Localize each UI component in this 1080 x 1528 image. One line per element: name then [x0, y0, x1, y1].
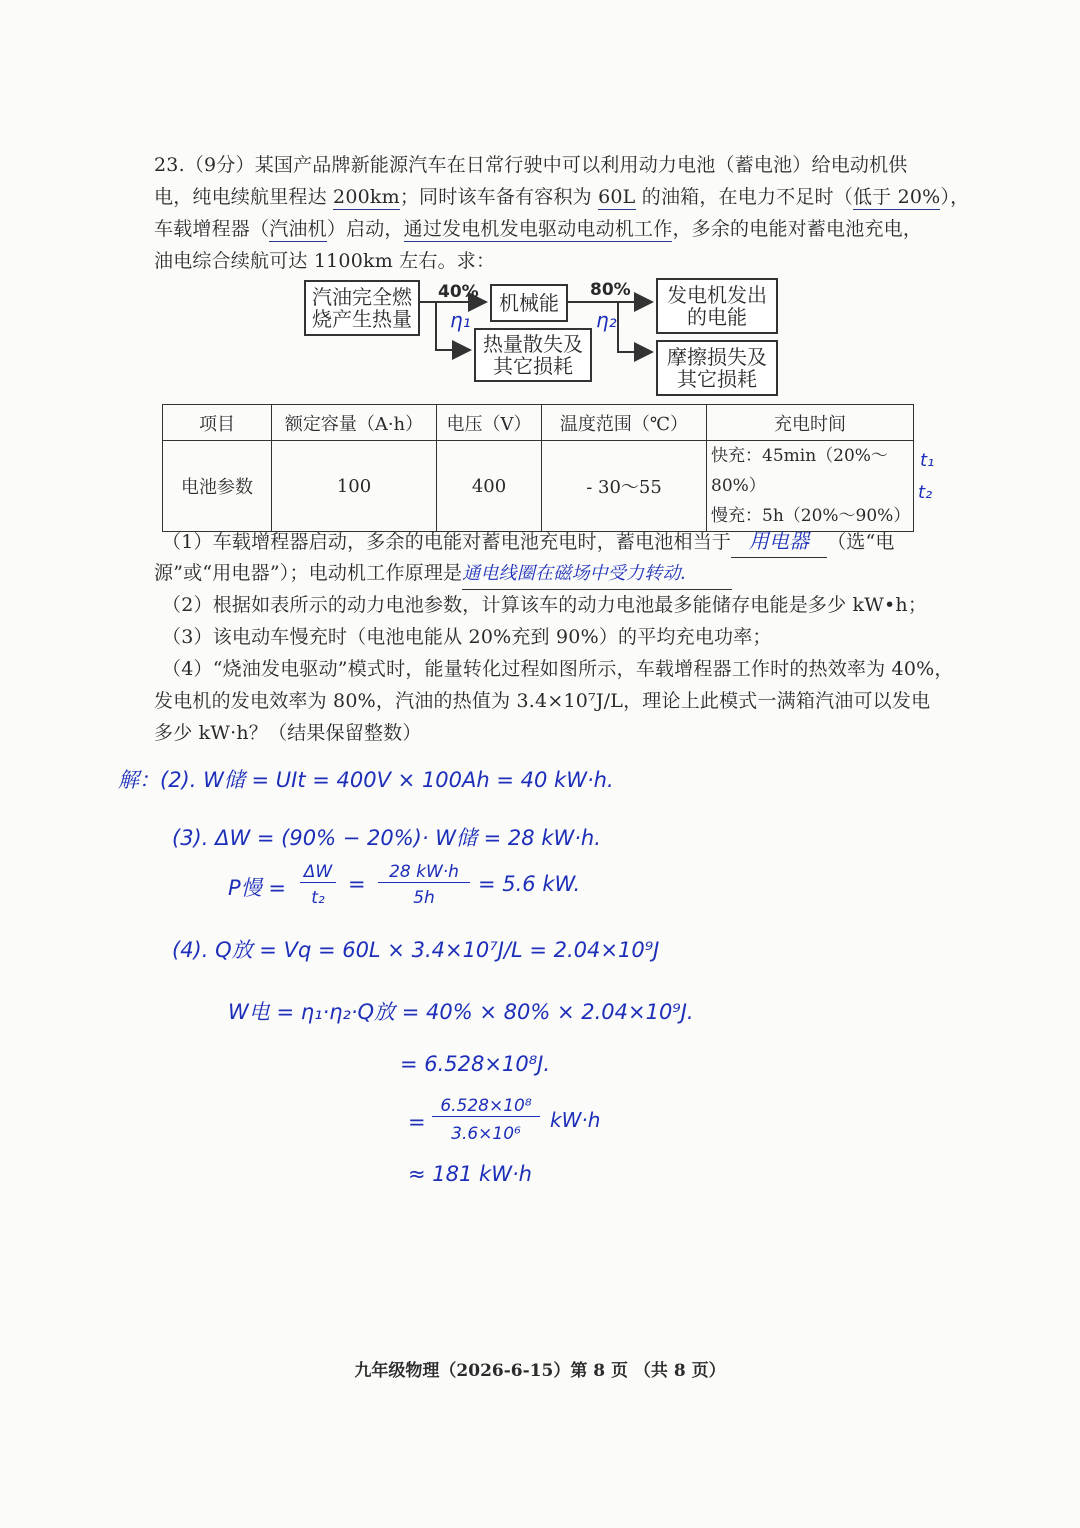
fast-charge: 快充：45min（20%～80%）: [711, 446, 888, 496]
fraction-2-numerator: 28 kW·h: [378, 862, 470, 883]
fraction-2-denominator: 5h: [413, 888, 435, 908]
question-line-4: 油电综合续航可达 1100km 左右。求：: [154, 250, 496, 272]
gasoline-heat-box: 汽油完全燃烧产生热量: [304, 280, 420, 336]
table-header-row: [163, 405, 914, 441]
underlined-range: 200km: [333, 186, 400, 208]
solution-line-3: (3). ΔW = (90% − 20%)· W储 = 28 kW·h.: [172, 826, 601, 850]
subquestion-4-cont1: 发电机的发电效率为 80%，汽油的热值为 3.4×10⁷J/L，理论上此模式一满箱汽油可以发电: [154, 690, 931, 712]
underlined-process: 通过发电机发电驱动电动机工作: [403, 218, 673, 240]
solution-power-lhs: P慢 =: [228, 876, 286, 900]
solution-line-4: (4). Q放 = Vq = 60L × 3.4×10⁷J/L = 2.04×10⁹J: [172, 938, 660, 962]
equals-sign: =: [348, 872, 366, 896]
subquestion-1: [162, 526, 895, 558]
subquestion-1-cont: [154, 558, 732, 590]
text: 电，纯电续航里程达: [154, 186, 334, 208]
subquestion-4: （4）“烧油发电驱动”模式时，能量转化过程如图所示，车载增程器工作时的热效率为 40%，: [162, 658, 954, 680]
solution-equals: =: [408, 1110, 426, 1134]
text: （选“电: [827, 531, 895, 553]
answer-blank-1: [731, 526, 827, 558]
text: ），: [940, 186, 970, 208]
page-footer: 九年级物理（2026-6-15）第 8 页 （共 8 页）: [354, 1361, 726, 1381]
eta1-handwritten: η₁: [450, 308, 471, 332]
answer-blank-2: [462, 558, 732, 590]
efficiency-80: 80%: [590, 280, 631, 300]
t2-handwritten: t₂: [918, 482, 933, 503]
fraction-3-denominator: 3.6×10⁶: [451, 1124, 521, 1144]
underlined-volume: 60L: [598, 186, 636, 208]
eta2-handwritten: η₂: [596, 308, 617, 332]
voltage-value: 400: [437, 441, 542, 532]
header-voltage: 电压（V）: [437, 405, 542, 441]
header-charge-time: 充电时间: [707, 405, 914, 441]
temperature-value: - 30～55: [542, 441, 707, 532]
friction-loss-box: 摩擦损失及其它损耗: [656, 340, 778, 396]
fraction-3-numerator: 6.528×10⁸: [432, 1096, 540, 1117]
subquestion-2: （2）根据如表所示的动力电池参数，计算该车的动力电池最多能储存电能是多少 kW•h；: [162, 594, 928, 616]
text: ；同时该车备有容积为: [399, 186, 599, 208]
battery-parameter-table: [162, 404, 914, 532]
question-line-1: 23.（9分）某国产品牌新能源汽车在日常行驶中可以利用动力电池（蓄电池）给电动机供: [154, 154, 908, 176]
subquestion-4-cont2: 多少 kW·h？（结果保留整数）: [154, 722, 422, 744]
handwritten-answer-2: 通电线圈在磁场中受力转动.: [462, 563, 687, 584]
fraction-1-numerator: ΔW: [300, 862, 336, 883]
capacity-value: 100: [272, 441, 437, 532]
header-temperature: 温度范围（℃）: [542, 405, 707, 441]
header-item: 项目: [163, 405, 272, 441]
text: ，多余的电能对蓄电池充电，: [672, 218, 923, 240]
row-label: 电池参数: [163, 441, 272, 532]
charge-time-cell: [707, 441, 914, 532]
fraction-1-denominator: t₂: [311, 888, 325, 908]
subquestion-3: （3）该电动车慢充时（电池电能从 20%充到 90%）的平均充电功率；: [162, 626, 772, 648]
table-row: [163, 441, 914, 532]
header-capacity: 额定容量（A·h）: [272, 405, 437, 441]
generator-energy-box: 发电机发出的电能: [656, 278, 778, 334]
underlined-threshold: 低于 20%: [852, 186, 941, 208]
solution-line-2: 解：(2). W储 = UIt = 400V × 100Ah = 40 kW·h.: [118, 768, 614, 792]
text: 的油箱，在电力不足时（: [635, 186, 853, 208]
handwritten-answer-1: 用电器: [748, 529, 810, 553]
solution-final: ≈ 181 kW·h: [408, 1162, 532, 1186]
t1-handwritten: t₁: [920, 450, 935, 471]
text: 车载增程器（: [154, 218, 270, 240]
heat-loss-box: 热量散失及其它损耗: [474, 328, 592, 382]
underlined-engine: 汽油机: [269, 218, 327, 240]
text: ）启动，: [326, 218, 404, 240]
solution-power-result: = 5.6 kW.: [478, 872, 581, 896]
slow-charge: 慢充：5h（20%～90%）: [711, 506, 911, 526]
text: （1）车载增程器启动，多余的电能对蓄电池充电时，蓄电池相当于: [162, 531, 732, 553]
mechanical-energy-box: 机械能: [490, 284, 568, 322]
text: 源”或“用电器”）；电动机工作原理是: [154, 562, 463, 584]
solution-line-6: = 6.528×10⁸J.: [400, 1052, 550, 1076]
fraction-3-unit: kW·h: [550, 1108, 601, 1132]
solution-line-5: W电 = η₁·η₂·Q放 = 40% × 80% × 2.04×10⁹J.: [228, 1000, 694, 1024]
efficiency-40: 40%: [438, 282, 479, 302]
